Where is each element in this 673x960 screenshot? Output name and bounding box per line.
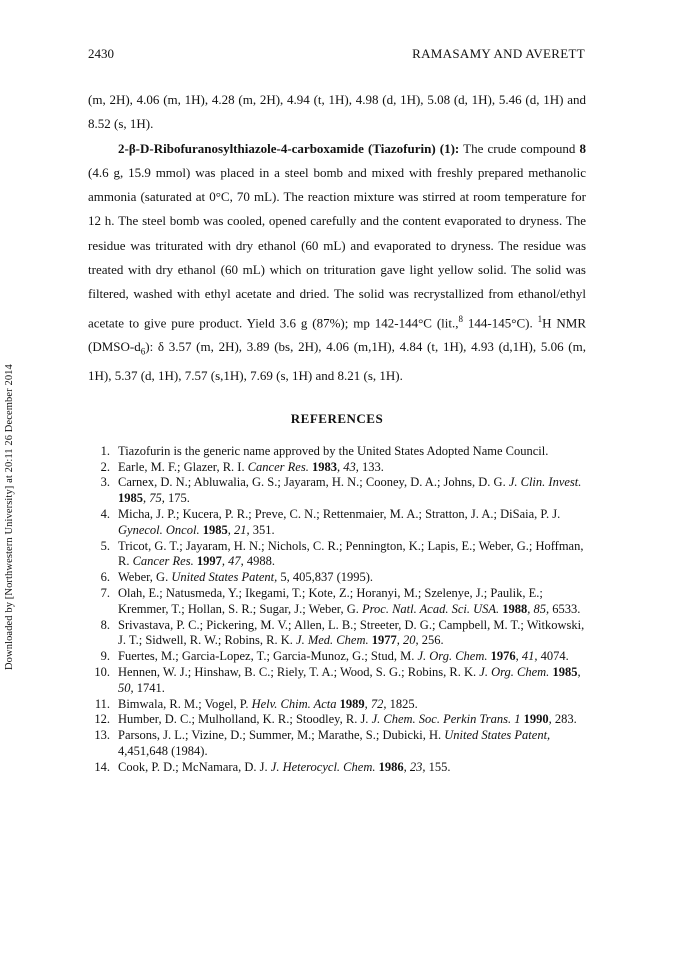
reference-authors: Tiazofurin is the generic name approved by the United States Adopted Name Council. (118, 443, 549, 458)
reference-authors: Micha, J. P.; Kucera, P. R.; Preve, C. N.; Rettenmaier, M. A.; Stratton, J. A.; DiSaia, P. J. (118, 506, 561, 521)
reference-pages: 4074. (537, 649, 569, 664)
reference-journal: United States Patent, (171, 570, 278, 585)
reference-year: 1990 (520, 712, 549, 727)
reference-number: 1. (100, 443, 110, 458)
reference-item (88, 444, 586, 460)
reference-pages: 133. (358, 459, 384, 474)
reference-volume: , 72, (364, 696, 387, 711)
reference-pages: 351. (249, 522, 275, 537)
reference-pages: 1825. (386, 696, 418, 711)
reference-number: 12. (94, 712, 110, 727)
references-heading: REFERENCES (290, 411, 384, 427)
reference-authors: Fuertes, M.; Garcia-Lopez, T.; Garcia-Munoz, G.; Stud, M. (118, 649, 418, 664)
reference-authors: Parsons, J. L.; Vizine, D.; Summer, M.; Marathe, S.; Dubicki, H. (118, 728, 445, 743)
reference-authors: Tricot, G. T.; Jayaram, H. N.; Nichols, C. R.; Pennington, K.; Lapis, E.; Weber, G.; Hoffman, R. (118, 538, 584, 569)
reference-journal: Gynecol. Oncol. (118, 522, 200, 537)
reference-authors: Earle, M. F.; Glazer, R. I. (118, 459, 248, 474)
reference-journal: J. Org. Chem. (479, 664, 550, 679)
reference-number: 13. (94, 728, 110, 743)
reference-volume: , 47, (221, 554, 244, 569)
reference-journal: Helv. Chim. Acta (251, 696, 337, 711)
reference-authors: Carnex, D. N.; Abluwalia, G. S.; Jayaram, H. N.; Cooney, D. A.; Johns, D. G. (118, 475, 509, 490)
reference-volume: , 85, (527, 601, 550, 616)
reference-item (88, 649, 586, 665)
reference-pages: 175. (164, 491, 190, 506)
reference-item (88, 728, 586, 760)
reference-year: 1989 (336, 696, 365, 711)
paragraph-nmr-continued: (m, 2H), 4.06 (m, 1H), 4.28 (m, 2H), 4.94 (t, 1H), 4.98 (d, 1H), 5.08 (d, 1H), 5.46 (d, 1H) and 8.52 (s, 1H). (88, 92, 586, 132)
running-title: RAMASAMY AND AVERETT (412, 46, 585, 61)
page-number: 2430 (88, 46, 114, 61)
reference-pages: 6533. (549, 601, 581, 616)
reference-authors: Hennen, W. J.; Hinshaw, B. C.; Riely, T. A.; Wood, S. G.; Robins, R. K. (118, 664, 480, 679)
reference-number: 3. (100, 475, 110, 490)
reference-volume: , 41, (515, 649, 538, 664)
reference-number: 14. (94, 759, 110, 774)
reference-volume: , 23, (403, 759, 426, 774)
reference-item (88, 507, 586, 539)
reference-year: 1997 (193, 554, 222, 569)
reference-authors: Bimwala, R. M.; Vogel, P. (118, 696, 252, 711)
reference-volume: , 43, (336, 459, 359, 474)
reference-volume: , 50, (118, 664, 581, 695)
reference-journal: J. Med. Chem. (296, 633, 369, 648)
reference-number: 2. (100, 459, 110, 474)
reference-volume: , 21, (227, 522, 250, 537)
reference-year: 1986 (375, 759, 404, 774)
reference-year: 1985 (199, 522, 228, 537)
reference-item (88, 760, 586, 776)
reference-list (88, 444, 586, 776)
reference-journal: J. Org. Chem. (417, 649, 488, 664)
reference-number: 10. (94, 664, 110, 679)
reference-year: 1983 (308, 459, 337, 474)
reference-number: 4. (100, 506, 110, 521)
reference-item (88, 665, 586, 697)
reference-volume: , 75, (143, 491, 165, 506)
reference-item (88, 618, 586, 650)
reference-pages: 283. (551, 712, 577, 727)
reference-journal: Proc. Natl. Acad. Sci. USA. (362, 601, 500, 616)
compound-heading: 2-β-D-Ribofuranosylthiazole-4-carboxamide (Tiazofurin) (1): (118, 140, 460, 156)
reference-year: 1985 (118, 491, 143, 506)
reference-journal: J. Clin. Invest. (508, 475, 582, 490)
reference-item (88, 697, 586, 713)
reference-item (88, 712, 586, 728)
reference-year: 1985 (549, 664, 578, 679)
reference-journal: United States Patent, (444, 728, 551, 743)
reference-item (88, 570, 586, 586)
reference-item (88, 539, 586, 571)
download-watermark: Downloaded by [Northwestern University] at 20:11 26 December 2014 (4, 364, 15, 670)
reference-volume: , (548, 712, 552, 727)
reference-number: 9. (100, 649, 110, 664)
reference-year: 1976 (487, 649, 516, 664)
reference-authors: Olah, E.; Natusmeda, Y.; Ikegami, T.; Kote, Z.; Horanyi, M.; Szelenye, J.; Paulik, E.; Kremmer, T.; Hollan, S. R.; Sugar, J.; Weber, G. (118, 585, 543, 616)
reference-pages: 1741. (133, 680, 165, 695)
reference-journal: J. Heterocycl. Chem. (270, 759, 376, 774)
reference-journal: J. Chem. Soc. Perkin Trans. 1 (371, 712, 521, 727)
reference-pages: 5, 405,837 (1995). (277, 570, 374, 585)
reference-item (88, 586, 586, 618)
reference-pages: 4988. (243, 554, 275, 569)
page-body (88, 88, 586, 776)
reference-authors: Srivastava, P. C.; Pickering, M. V.; Allen, L. B.; Streeter, D. G.; Campbell, M. T.; Witkowski, J. T.; Sidwell, R. W.; Robins, R. K. (118, 617, 585, 648)
reference-authors: Weber, G. (118, 570, 172, 585)
reference-authors: Cook, P. D.; McNamara, D. J. (118, 759, 271, 774)
reference-item (88, 460, 586, 476)
reference-year: 1977 (368, 633, 397, 648)
reference-year: 1988 (499, 601, 528, 616)
reference-number: 11. (94, 696, 110, 711)
reference-authors: Humber, D. C.; Mulholland, K. R.; Stoodley, R. J. (118, 712, 372, 727)
paragraph-tiazofurin: 2-β-D-Ribofuranosylthiazole-4-carboxamide (Tiazofurin) (1): The crude compound 8 (4.6 g, 15.9 mmol) was placed in a steel bomb and mixed with freshly prepared methanolic ammonia (saturated at 0°C, 70 mL). The reaction mixture was stirred at room temperature for 12 h. The steel bomb was cooled, opened carefully and the content evaporated to dryness. The residue was triturated with dry ethanol (60 mL) and evaporated to dryness. The residue was treated with dry ethanol (60 mL) which on trituration gave light yellow solid. The solid was filtered, washed with ethyl acetate and dried. The solid was recrystallized from ethanol/ethyl acetate to give pure product. Yield 3.6 g (87%); mp 142-144°C (lit.,$^8$ 144-145°C). $^1$H NMR $(DMSO-d_6)$: δ 3.57 (m, 2H), 3.89 (bs, 2H), 4.06 (m,1H), 4.84 (t, 1H), 4.93 (d,1H), 5.06 (m, 1H), 5.37 (d, 1H), 7.57 (s,1H), 7.69 (s, 1H) and 8.21 (s, 1H). (88, 140, 586, 384)
reference-journal: Cancer Res. (132, 554, 194, 569)
reference-number: 7. (100, 585, 110, 600)
reference-pages: 155. (425, 759, 451, 774)
reference-volume: , 20, (396, 633, 419, 648)
reference-number: 8. (100, 617, 110, 632)
reference-number: 5. (100, 538, 110, 553)
reference-item (88, 475, 586, 507)
reference-pages: 4,451,648 (1984). (118, 743, 208, 758)
reference-number: 6. (100, 570, 110, 585)
reference-journal: Cancer Res. (247, 459, 309, 474)
reference-pages: 256. (418, 633, 444, 648)
